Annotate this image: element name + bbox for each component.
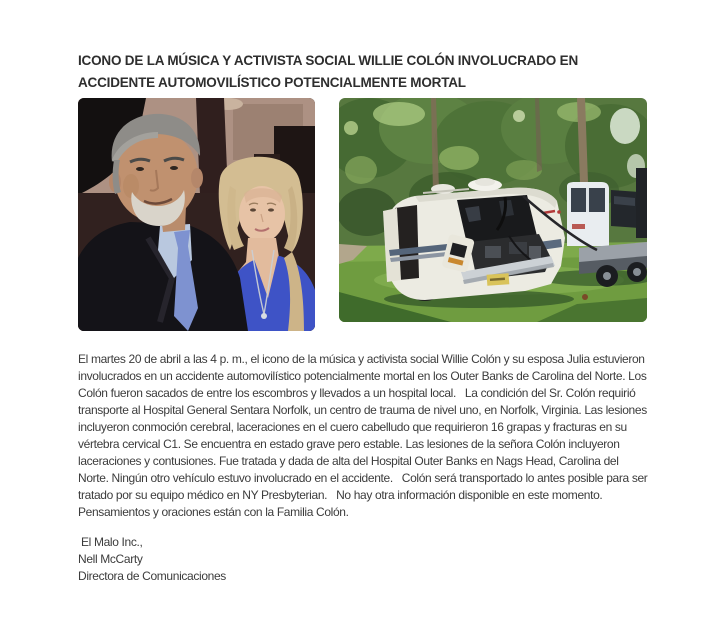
signature-block [78,534,712,585]
photo-row [78,98,712,331]
body-paragraph: El martes 20 de abril a las 4 p. m., el icono de la música y activista social Willie Colón y su esposa Julia estuvieron involucrados en un accidente automovilístico potencialmente mortal en los Outer Banks de Carolina del Norte. Los Colón fueron sacados de entre los escombros y llevados a un hospital local. La condición del Sr. Colón requirió transporte al Hospital General Sentara Norfolk, un centro de trauma de nivel uno, en Norfolk, Virginia. Las lesiones incluyeron conmoción cerebral, laceraciones en el cuero cabelludo que requirieron 16 grapas y fracturas en su vértebra cervical C1. Se encuentra en estado grave pero estable. Las lesiones de la señora Colón incluyeron laceraciones y contusiones. Fue tratada y dada de alta del Hospital Outer Banks en Nags Head, Carolina del Norte. Ningún otro vehículo estuvo involucrado en el accidente. Colón será transportado lo antes posible para ser tratado por su equipo médico en NY Presbyterian. No hay otra información disponible en este momento. Pensamientos y oraciones están con la Familia Colón. [78,352,651,519]
headline [78,50,712,94]
signature-name: Nell McCarty [78,552,143,566]
headline-line-2: ACCIDENTE AUTOMOVILÍSTICO POTENCIALMENTE MORTAL [78,75,466,90]
signature-company: El Malo Inc., [78,535,143,549]
signature-title: Directora de Comunicaciones [78,569,226,583]
couple-photo-illustration [78,98,315,331]
crash-photo [339,98,647,322]
crash-photo-illustration [339,98,647,322]
couple-photo [78,98,315,331]
headline-line-1: ICONO DE LA MÚSICA Y ACTIVISTA SOCIAL WILLIE COLÓN INVOLUCRADO EN [78,53,579,68]
